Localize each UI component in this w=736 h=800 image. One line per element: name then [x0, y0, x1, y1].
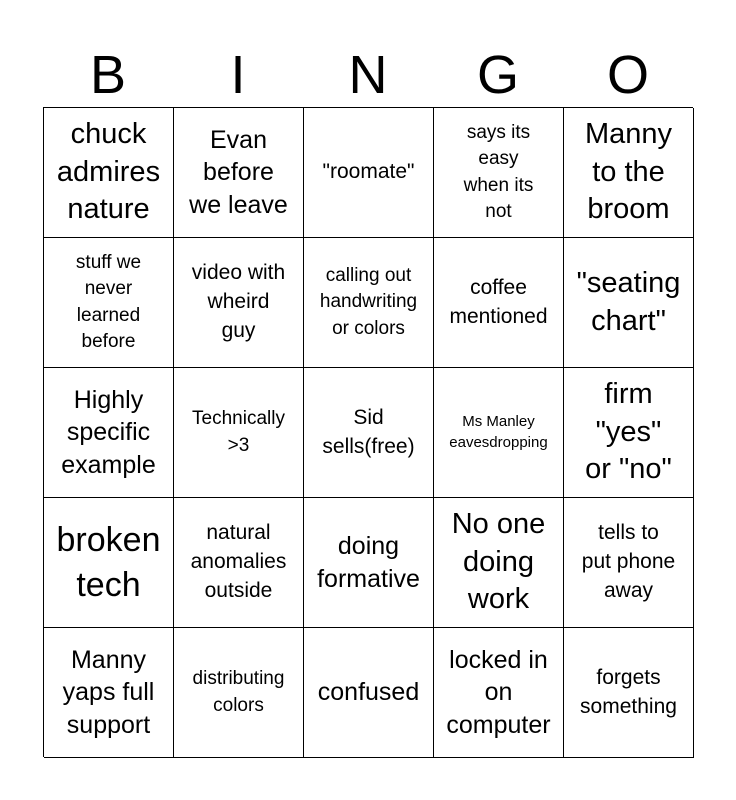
bingo-cell-r5-c3[interactable]: [304, 628, 434, 758]
cell-label: coffee mentioned: [449, 275, 548, 328]
cell-label: Highly specific example: [61, 385, 156, 479]
bingo-cell-r5-c4[interactable]: [434, 628, 564, 758]
cell-label: Manny to the broom: [584, 117, 673, 226]
bingo-cell-r3-c2[interactable]: [174, 368, 304, 498]
bingo-cell-r2-c2[interactable]: [174, 238, 304, 368]
bingo-cell-r1-c1[interactable]: [44, 108, 174, 238]
bingo-board: [43, 107, 693, 757]
bingo-cell-r1-c3[interactable]: [304, 108, 434, 238]
cell-label: tells to put phone away: [581, 521, 676, 602]
bingo-cell-r5-c5[interactable]: [564, 628, 694, 758]
cell-label: Manny yaps full support: [62, 645, 155, 739]
cell-label: broken tech: [56, 520, 161, 604]
cell-label: locked in on computer: [446, 645, 551, 739]
header-letter-o: O: [606, 45, 649, 105]
cell-label: doing formative: [317, 532, 420, 593]
bingo-cell-r1-c2[interactable]: [174, 108, 304, 238]
bingo-cell-r5-c2[interactable]: [174, 628, 304, 758]
cell-label: confused: [317, 678, 420, 707]
bingo-cell-r2-c5[interactable]: [564, 238, 694, 368]
bingo-cell-r4-c1[interactable]: [44, 498, 174, 628]
bingo-cell-r4-c5[interactable]: [564, 498, 694, 628]
cell-label: Technically >3: [192, 408, 285, 456]
cell-label: calling out handwriting or colors: [319, 265, 418, 339]
header-letter-i: I: [230, 45, 246, 105]
bingo-cell-r3-c1[interactable]: [44, 368, 174, 498]
cell-label: Sid sells(free): [322, 405, 415, 458]
cell-label: distributing colors: [192, 668, 285, 716]
bingo-cell-r3-c3[interactable]: [304, 368, 434, 498]
bingo-cell-r2-c3[interactable]: [304, 238, 434, 368]
cell-label: natural anomalies outside: [190, 521, 287, 602]
bingo-cell-r2-c1[interactable]: [44, 238, 174, 368]
cell-label: says its easy when its not: [463, 122, 534, 222]
cell-label: video with wheird guy: [191, 261, 286, 342]
bingo-cell-r2-c4[interactable]: [434, 238, 564, 368]
bingo-cell-r5-c1[interactable]: [44, 628, 174, 758]
cell-label: forgets something: [580, 665, 677, 718]
bingo-cell-r1-c5[interactable]: [564, 108, 694, 238]
bingo-cell-r4-c3[interactable]: [304, 498, 434, 628]
cell-label: "roomate": [322, 160, 415, 184]
bingo-header: [43, 44, 693, 106]
cell-label: Evan before we leave: [189, 125, 288, 219]
bingo-cell-r1-c4[interactable]: [434, 108, 564, 238]
header-letter-b: B: [89, 45, 127, 105]
cell-label: Ms Manley eavesdropping: [449, 413, 548, 451]
cell-label: firm "yes" or "no": [585, 377, 672, 486]
header-letter-n: N: [348, 45, 388, 105]
bingo-cell-r3-c4[interactable]: [434, 368, 564, 498]
header-letter-g: G: [476, 45, 519, 105]
cell-label: chuck admires nature: [56, 117, 161, 226]
cell-label: "seating chart": [576, 266, 681, 337]
cell-label: No one doing work: [451, 507, 546, 616]
bingo-cell-r4-c4[interactable]: [434, 498, 564, 628]
cell-label: stuff we never learned before: [75, 252, 142, 352]
bingo-cell-r3-c5[interactable]: [564, 368, 694, 498]
bingo-cell-r4-c2[interactable]: [174, 498, 304, 628]
